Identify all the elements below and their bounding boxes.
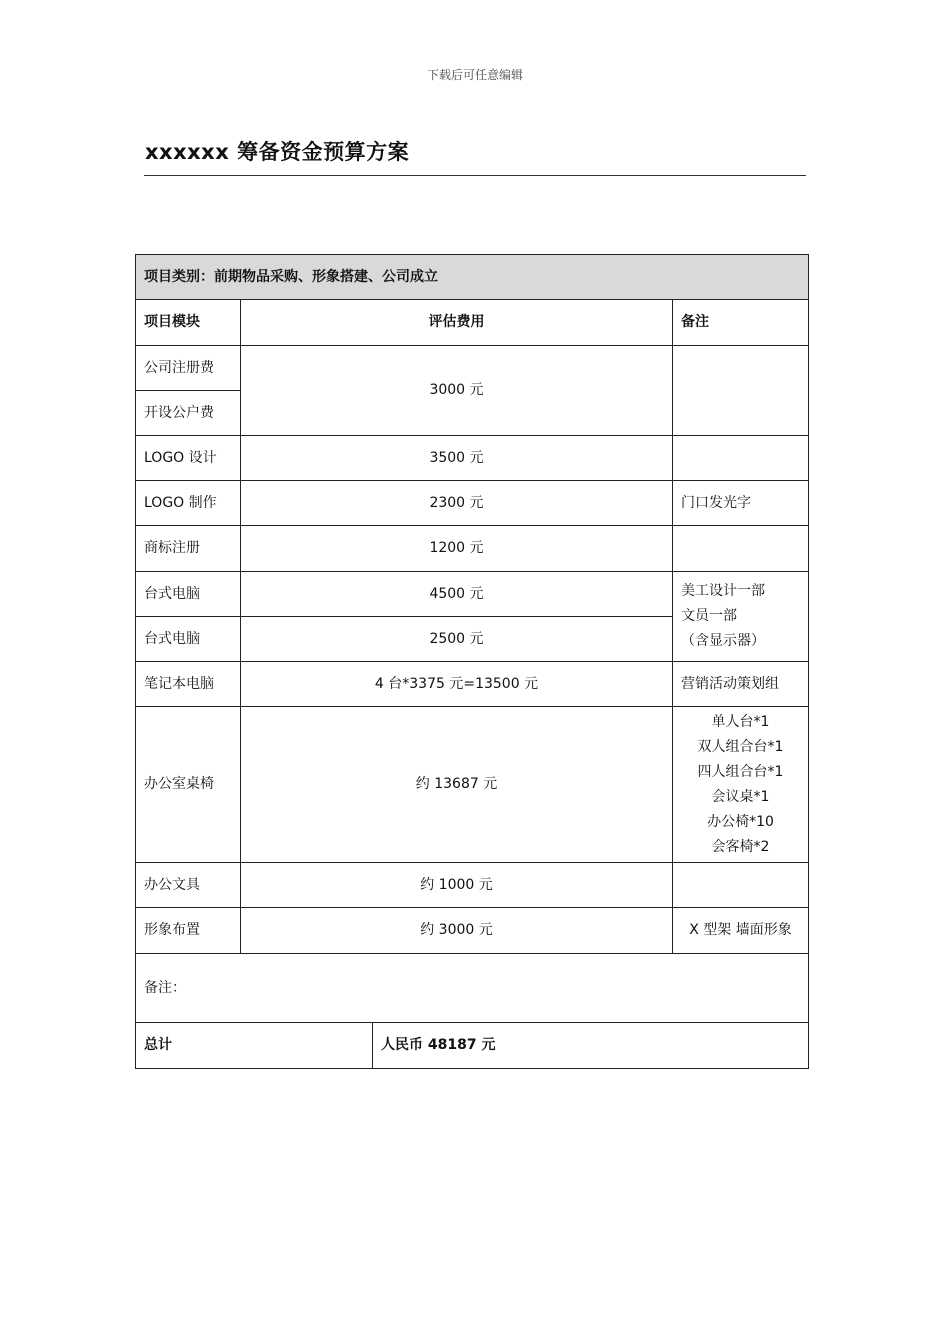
category-label: 项目类别：前期物品采购、形象搭建、公司成立 — [136, 255, 809, 300]
item-cell: 公司注册费 — [136, 346, 241, 391]
remark-line: 美工设计一部 — [681, 583, 765, 599]
remark-line: 办公椅*10 — [707, 813, 774, 830]
cost-cell: 约 13687 元 — [241, 707, 673, 863]
item-cell: 笔记本电脑 — [136, 662, 241, 707]
table-row — [136, 436, 809, 481]
cost-cell: 2300 元 — [241, 481, 673, 526]
remark-line: 单人台*1 — [711, 713, 770, 730]
remark-cell — [673, 346, 809, 436]
page-header-note: 下载后可任意编辑 — [426, 68, 523, 82]
column-header-remark: 备注 — [673, 300, 809, 346]
remark-line: 文员一部 — [681, 608, 737, 624]
category-row — [136, 255, 809, 300]
remark-cell: X 型架 墙面形象 — [673, 908, 809, 954]
table-row — [136, 346, 809, 391]
remark-cell — [673, 863, 809, 908]
item-cell: 办公室桌椅 — [136, 707, 241, 863]
item-cell: 商标注册 — [136, 526, 241, 572]
cost-cell: 约 1000 元 — [241, 863, 673, 908]
budget-table — [135, 254, 809, 1069]
document-title: xxxxxx 筹备资金预算方案 — [145, 140, 410, 164]
table-row — [136, 707, 809, 863]
cost-cell: 2500 元 — [241, 617, 673, 662]
cost-cell: 1200 元 — [241, 526, 673, 572]
cost-cell: 4 台*3375 元=13500 元 — [241, 662, 673, 707]
table-row — [136, 662, 809, 707]
item-cell: 台式电脑 — [136, 572, 241, 617]
cost-cell: 4500 元 — [241, 572, 673, 617]
remark-line: 双人组合台*1 — [697, 738, 784, 755]
remark-cell — [673, 526, 809, 572]
item-cell: 形象布置 — [136, 908, 241, 954]
notes-row — [136, 954, 809, 1023]
cost-cell: 约 3000 元 — [241, 908, 673, 954]
remark-line: （含显示器） — [681, 633, 765, 649]
table-row — [136, 572, 809, 617]
notes-label: 备注： — [136, 954, 809, 1023]
column-header-row — [136, 300, 809, 346]
table-row — [136, 863, 809, 908]
item-cell: LOGO 设计 — [136, 436, 241, 481]
title-divider — [144, 175, 806, 176]
total-label: 总计 — [136, 1023, 373, 1069]
item-cell: LOGO 制作 — [136, 481, 241, 526]
table-row — [136, 526, 809, 572]
remark-cell — [673, 707, 809, 863]
remark-line: 四人组合台*1 — [697, 763, 784, 780]
column-header-item: 项目模块 — [136, 300, 241, 346]
item-cell: 开设公户费 — [136, 391, 241, 436]
column-header-cost: 评估费用 — [241, 300, 673, 346]
remark-line: 会议桌*1 — [711, 788, 770, 805]
remark-cell — [673, 436, 809, 481]
item-cell: 台式电脑 — [136, 617, 241, 662]
cost-cell: 3500 元 — [241, 436, 673, 481]
item-cell: 办公文具 — [136, 863, 241, 908]
cost-cell: 3000 元 — [241, 346, 673, 436]
total-row — [136, 1023, 809, 1069]
table-row — [136, 481, 809, 526]
remark-cell: 门口发光字 — [673, 481, 809, 526]
total-value: 人民币 48187 元 — [373, 1023, 809, 1069]
remark-cell — [673, 572, 809, 662]
remark-line: 会客椅*2 — [711, 838, 770, 855]
table-row — [136, 908, 809, 954]
remark-cell: 营销活动策划组 — [673, 662, 809, 707]
